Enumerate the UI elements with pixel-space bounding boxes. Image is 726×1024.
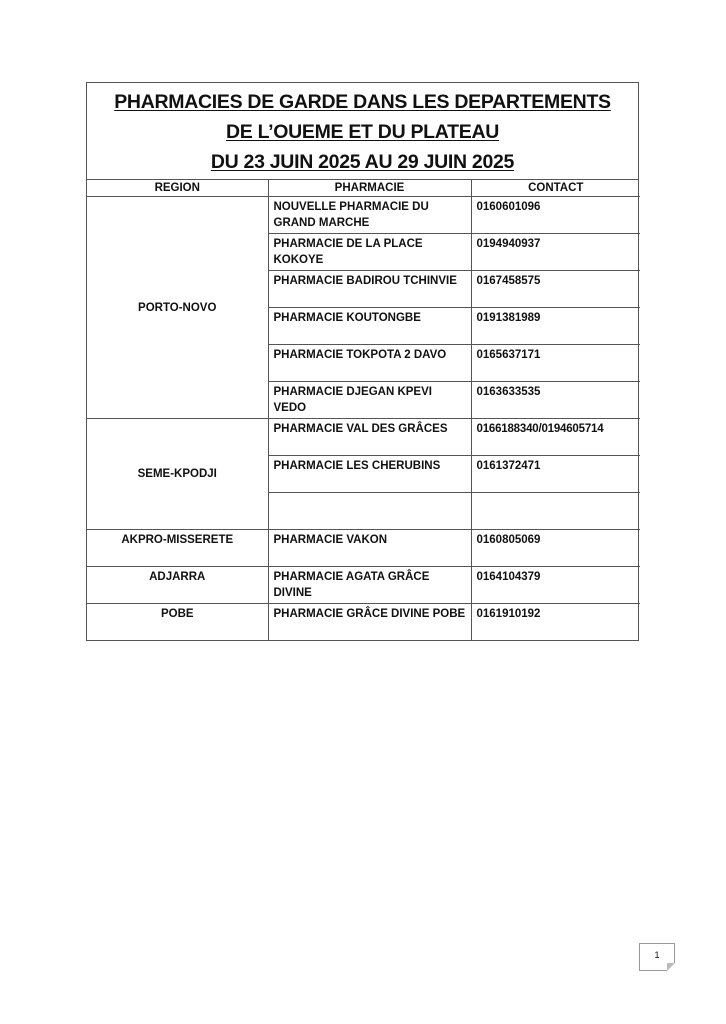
title-line-1: PHARMACIES DE GARDE DANS LES DEPARTEMENTS	[114, 91, 611, 113]
pharmacie-cell: PHARMACIE AGATA GRÂCE DIVINE	[268, 567, 471, 604]
region-cell: SEME-KPODJI	[87, 419, 268, 530]
pharmacie-cell: PHARMACIE DE LA PLACE KOKOYE	[268, 234, 471, 271]
table-row	[87, 530, 640, 567]
contact-cell: 0164104379	[471, 567, 640, 604]
table-row	[87, 197, 640, 234]
page-fold-icon	[667, 963, 675, 971]
contact-cell: 0167458575	[471, 271, 640, 308]
contact-cell: 0165637171	[471, 345, 640, 382]
table-row	[87, 567, 640, 604]
contact-cell: 0163633535	[471, 382, 640, 419]
region-cell: PORTO-NOVO	[87, 197, 268, 419]
contact-cell	[471, 493, 640, 530]
table-header-row	[87, 180, 640, 197]
pharmacie-cell: PHARMACIE KOUTONGBE	[268, 308, 471, 345]
region-cell: ADJARRA	[87, 567, 268, 604]
contact-cell: 0166188340/0194605714	[471, 419, 640, 456]
header-pharmacie: PHARMACIE	[268, 180, 471, 197]
header-region: REGION	[87, 180, 268, 197]
pharmacie-cell: PHARMACIE GRÂCE DIVINE POBE	[268, 604, 471, 641]
pharmacy-duty-document	[86, 82, 639, 641]
title-line-2: DE L’OUEME ET DU PLATEAU	[225, 121, 500, 143]
table-row	[87, 604, 640, 641]
contact-cell: 0160805069	[471, 530, 640, 567]
pharmacie-cell: NOUVELLE PHARMACIE DU GRAND MARCHE	[268, 197, 471, 234]
header-contact: CONTACT	[471, 180, 640, 197]
page-number-box	[639, 943, 675, 971]
contact-cell: 0161372471	[471, 456, 640, 493]
pharmacie-cell: PHARMACIE DJEGAN KPEVI VEDO	[268, 382, 471, 419]
pharmacie-cell: PHARMACIE VAL DES GRÂCES	[268, 419, 471, 456]
pharmacie-cell	[268, 493, 471, 530]
pharmacie-cell: PHARMACIE LES CHERUBINS	[268, 456, 471, 493]
contact-cell: 0191381989	[471, 308, 640, 345]
region-cell: POBE	[87, 604, 268, 641]
table-row	[87, 419, 640, 456]
pharmacy-table	[87, 180, 640, 640]
contact-cell: 0194940937	[471, 234, 640, 271]
contact-cell: 0161910192	[471, 604, 640, 641]
pharmacie-cell: PHARMACIE TOKPOTA 2 DAVO	[268, 345, 471, 382]
document-title	[87, 83, 638, 180]
pharmacie-cell: PHARMACIE BADIROU TCHINVIE	[268, 271, 471, 308]
region-cell: AKPRO-MISSERETE	[87, 530, 268, 567]
pharmacie-cell: PHARMACIE VAKON	[268, 530, 471, 567]
contact-cell: 0160601096	[471, 197, 640, 234]
page-number: 1	[654, 950, 660, 960]
title-line-3: DU 23 JUIN 2025 AU 29 JUIN 2025	[210, 151, 515, 173]
